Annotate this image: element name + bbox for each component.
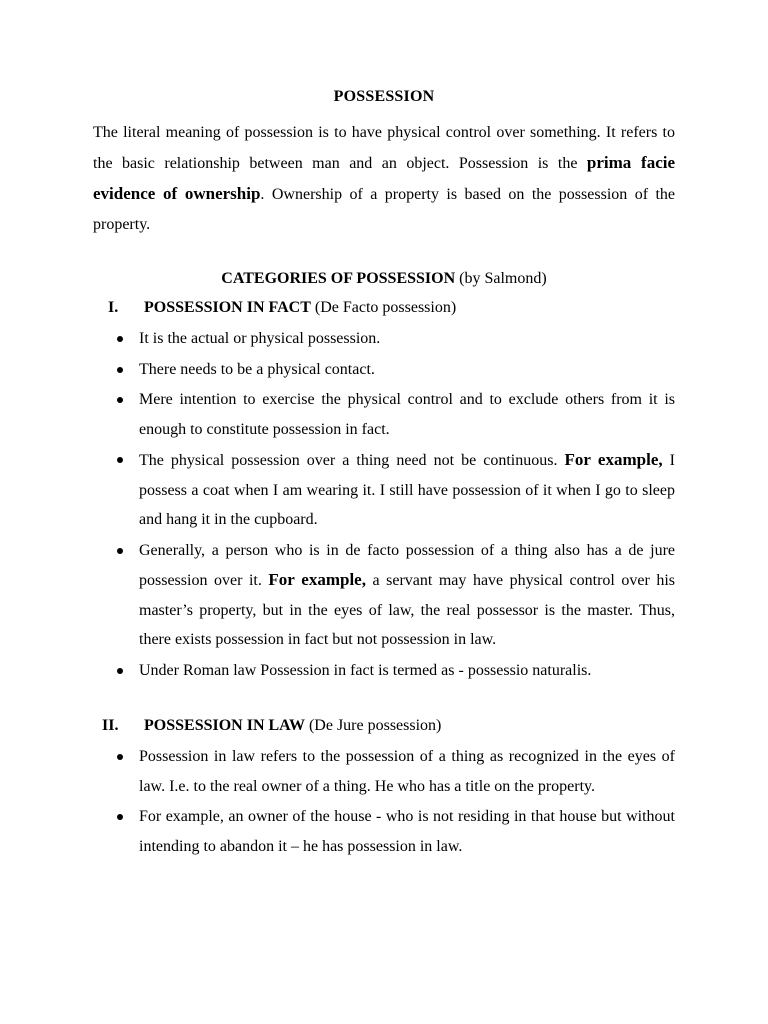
section-heading-text [144,297,456,319]
section-numeral: I. [108,299,119,316]
section-heading-bold: POSSESSION IN LAW [144,717,305,734]
section-heading-text [144,715,441,737]
list-item-text-bold: For example, [268,570,366,589]
list-item [114,656,675,686]
list-item [114,324,675,354]
list-item [114,742,675,801]
list-item [114,355,675,385]
intro-bold-phrase: prima facie evidence of ownership [93,153,676,203]
section-heading-bold: POSSESSION IN FACT [144,299,311,316]
page-title: POSSESSION [333,88,435,105]
list-item-text-part2: a servant may have physical control over his master’s property, but in the eyes of law, the real possessor is the master. Thus, there exists possession in fact but not possession in law. [139,572,676,648]
intro-paragraph [93,118,675,240]
categories-heading [0,268,768,290]
list-item [114,385,675,444]
list-item-text-bold: For example, [564,450,663,469]
section-heading-possession-in-law [0,715,768,737]
list-item-text: Under Roman law Possession in fact is termed as - possessio naturalis. [139,661,592,679]
possession-in-law-list [114,742,675,861]
section-heading-possession-in-fact [0,297,768,319]
list-item-text: It is the actual or physical possession. [139,330,381,347]
categories-heading-author: (by Salmond) [455,270,547,287]
list-item-text: There needs to be a physical contact. [139,360,375,378]
list-item [114,445,675,535]
list-item-text: Possession in law refers to the possession of a thing as recognized in the eyes of law. I.e. to the real owner of a thing. He who has a title on the property. [139,748,675,795]
possession-in-fact-list [114,324,675,685]
list-item-text-part2: I possess a coat when I am wearing it. I still have possession of it when I go to sleep and hang it in the cupboard. [139,452,675,528]
list-item [114,536,675,655]
categories-heading-bold: CATEGORIES OF POSSESSION [221,270,456,287]
list-item-text-part1: Generally, a person who is in de facto possession of a thing also has a de jure possession over it. [139,541,675,589]
list-item-text-part1: The physical possession over a thing need not be continuous. [139,452,565,469]
list-item-text: For example, an owner of the house - who is not residing in that house but without intending to abandon it – he has possession in law. [139,808,675,855]
section-heading-normal: (De Facto possession) [310,299,457,316]
section-heading-normal: (De Jure possession) [304,717,442,734]
intro-text-part1: The literal meaning of possession is to have physical control over something. It refers to the basic relationship between man and an object. Possession is the [93,124,675,172]
intro-text-part2: . Ownership of a property is based on the possession of the property. [93,186,676,233]
list-item [114,802,675,861]
section-numeral: II. [102,717,119,734]
list-item-text: Mere intention to exercise the physical control and to exclude others from it is enough to constitute possession in fact. [139,391,675,438]
